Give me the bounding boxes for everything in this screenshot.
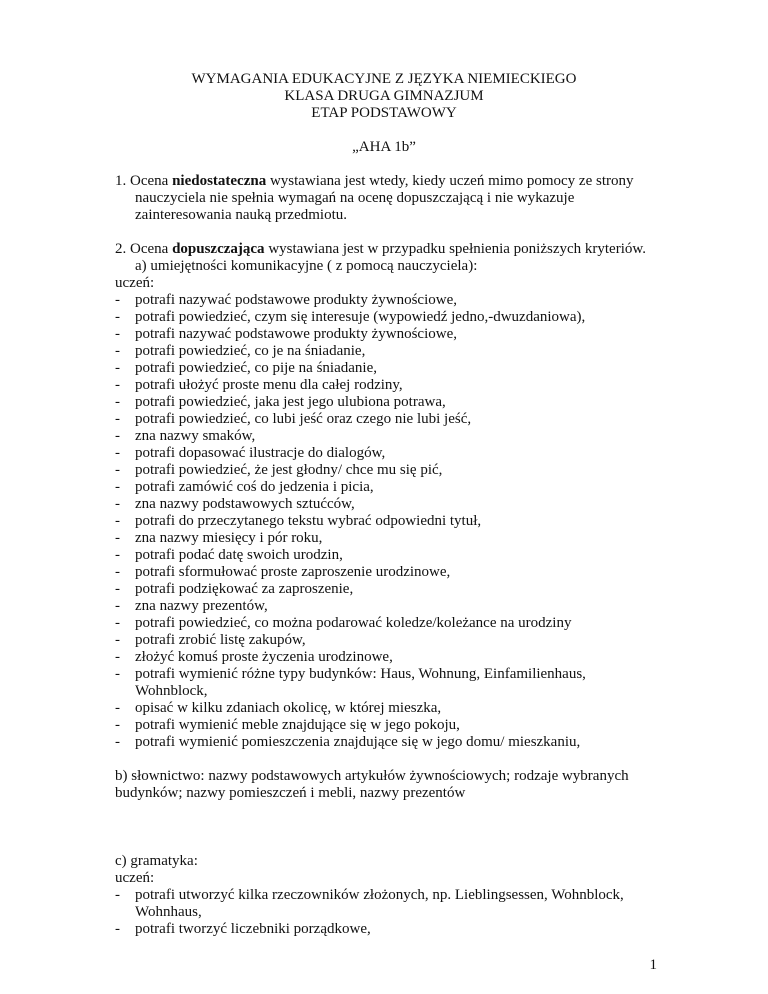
list-bullet: - — [115, 445, 120, 461]
title-line-3: ETAP PODSTAWOWY — [311, 105, 457, 121]
list-bullet: - — [115, 479, 120, 495]
list-item: potrafi do przeczytanego tekstu wybrać odpowiedni tytuł, — [135, 513, 482, 529]
list-item: zna nazwy miesięcy i pór roku, — [135, 530, 323, 546]
list-item: potrafi sformułować proste zaproszenie urodzinowe, — [135, 564, 451, 580]
list-bullet: - — [115, 564, 120, 580]
list-item: potrafi dopasować ilustracje do dialogów, — [135, 445, 386, 461]
subsection-a-heading: a) umiejętności komunikacyjne ( z pomocą nauczyciela): — [135, 258, 478, 274]
list-item: złożyć komuś proste życzenia urodzinowe, — [135, 649, 393, 665]
list-bullet: - — [115, 700, 120, 716]
grammar-item: potrafi utworzyć kilka rzeczowników złożonych, np. Lieblingsessen, Wohnblock, — [135, 887, 624, 903]
list-bullet: - — [115, 921, 120, 937]
grammar-item: potrafi tworzyć liczebniki porządkowe, — [135, 921, 371, 937]
subsection-b-line1: b) słownictwo: nazwy podstawowych artykułów żywnościowych; rodzaje wybranych — [115, 768, 629, 784]
list-item: potrafi powiedzieć, jaka jest jego ulubiona potrawa, — [135, 394, 446, 410]
list-item: potrafi zamówić coś do jedzenia i picia, — [135, 479, 374, 495]
section1-line1: 1. Ocena niedostateczna wystawiana jest wtedy, kiedy uczeń mimo pomocy ze strony — [115, 173, 634, 189]
list-bullet: - — [115, 717, 120, 733]
page-number: 1 — [649, 957, 657, 973]
list-item: potrafi powiedzieć, co pije na śniadanie, — [135, 360, 377, 376]
uczen-label: uczeń: — [115, 275, 155, 291]
list-item-continuation: Wohnblock, — [135, 683, 208, 699]
list-bullet: - — [115, 394, 120, 410]
list-bullet: - — [115, 309, 120, 325]
list-bullet: - — [115, 428, 120, 444]
list-item: potrafi powiedzieć, co można podarować koledze/koleżance na urodziny — [135, 615, 572, 631]
list-bullet: - — [115, 581, 120, 597]
list-item: potrafi podać datę swoich urodzin, — [135, 547, 343, 563]
subsection-b-line2: budynków; nazwy pomieszczeń i mebli, nazwy prezentów — [115, 785, 466, 801]
list-bullet: - — [115, 649, 120, 665]
list-item: zna nazwy prezentów, — [135, 598, 268, 614]
section2-line1: 2. Ocena dopuszczająca wystawiana jest w przypadku spełnienia poniższych kryteriów. — [115, 241, 646, 257]
list-item: potrafi powiedzieć, że jest głodny/ chce mu się pić, — [135, 462, 443, 478]
list-bullet: - — [115, 615, 120, 631]
list-bullet: - — [115, 530, 120, 546]
list-bullet: - — [115, 462, 120, 478]
list-bullet: - — [115, 547, 120, 563]
list-item: potrafi zrobić listę zakupów, — [135, 632, 306, 648]
list-bullet: - — [115, 666, 120, 682]
list-bullet: - — [115, 734, 120, 750]
list-item: zna nazwy podstawowych sztućców, — [135, 496, 355, 512]
grade-dopuszczajaca: dopuszczająca — [172, 241, 265, 257]
list-bullet: - — [115, 598, 120, 614]
list-bullet: - — [115, 377, 120, 393]
list-item: potrafi nazywać podstawowe produkty żywnościowe, — [135, 326, 457, 342]
list-bullet: - — [115, 513, 120, 529]
uczen-label: uczeń: — [115, 870, 155, 886]
section1-line3: zainteresowania nauką przedmiotu. — [135, 207, 347, 223]
list-bullet: - — [115, 343, 120, 359]
list-bullet: - — [115, 496, 120, 512]
section1-line2: nauczyciela nie spełnia wymagań na ocenę dopuszczającą i nie wykazuje — [135, 190, 575, 206]
title-line-2: KLASA DRUGA GIMNAZJUM — [284, 88, 484, 104]
textbook-title: „AHA 1b” — [352, 139, 416, 155]
list-item: potrafi wymienić pomieszczenia znajdujące się w jego domu/ mieszkaniu, — [135, 734, 581, 750]
list-item: potrafi powiedzieć, co je na śniadanie, — [135, 343, 366, 359]
list-bullet: - — [115, 326, 120, 342]
list-bullet: - — [115, 360, 120, 376]
list-item: zna nazwy smaków, — [135, 428, 256, 444]
list-item: opisać w kilku zdaniach okolicę, w której mieszka, — [135, 700, 442, 716]
list-item: potrafi powiedzieć, czym się interesuje (wypowiedź jedno,-dwuzdaniowa), — [135, 309, 586, 325]
list-item: potrafi wymienić meble znajdujące się w jego pokoju, — [135, 717, 460, 733]
list-bullet: - — [115, 887, 120, 903]
list-item: potrafi ułożyć proste menu dla całej rodziny, — [135, 377, 403, 393]
list-bullet: - — [115, 411, 120, 427]
grade-niedostateczna: niedostateczna — [172, 173, 267, 189]
title-line-1: WYMAGANIA EDUKACYJNE Z JĘZYKA NIEMIECKIEGO — [191, 71, 577, 87]
list-item: potrafi podziękować za zaproszenie, — [135, 581, 354, 597]
list-item: potrafi powiedzieć, co lubi jeść oraz czego nie lubi jeść, — [135, 411, 472, 427]
list-bullet: - — [115, 292, 120, 308]
list-item: potrafi nazywać podstawowe produkty żywnościowe, — [135, 292, 457, 308]
list-item: potrafi wymienić różne typy budynków: Haus, Wohnung, Einfamilienhaus, — [135, 666, 586, 682]
subsection-c-heading: c) gramatyka: — [115, 853, 198, 869]
grammar-item-continuation: Wohnhaus, — [135, 904, 202, 920]
list-bullet: - — [115, 632, 120, 648]
